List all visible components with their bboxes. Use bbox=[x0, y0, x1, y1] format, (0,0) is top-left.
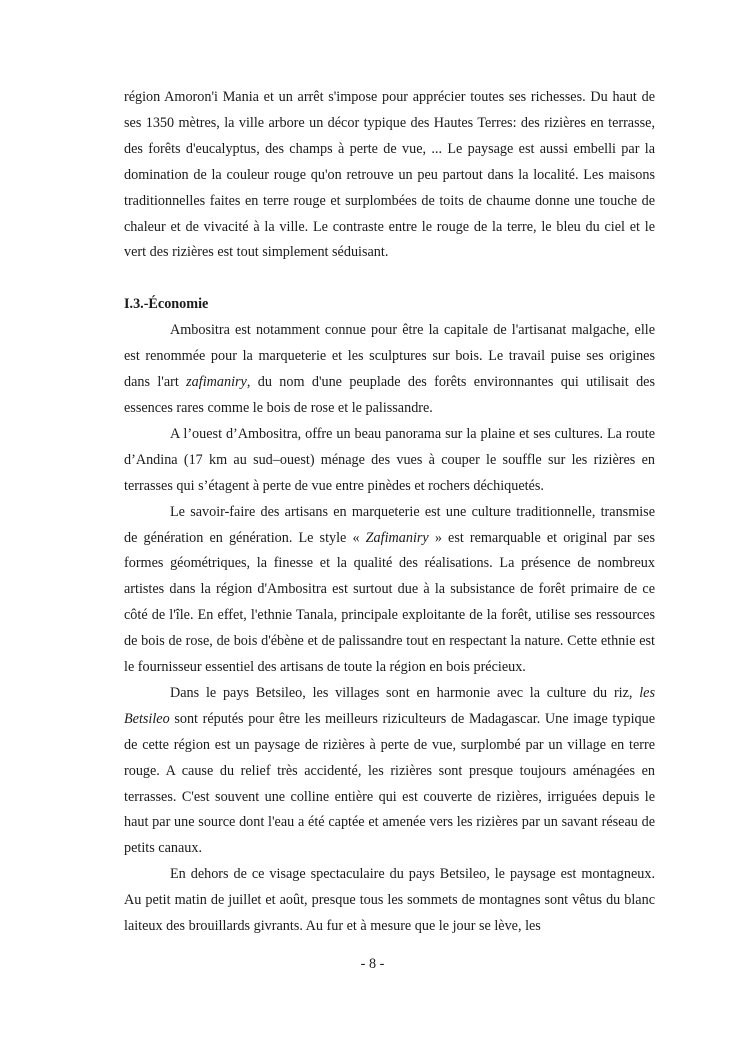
paragraph-savoir-faire bbox=[124, 500, 655, 681]
paragraph-betsileo bbox=[124, 681, 655, 862]
text-run: Ambositra est notamment connue pour être la capitale de l'artisanat malgache, elle est renommée pour la marqueterie et les sculptures sur bois. Le travail puise ses origines dans l'art bbox=[124, 322, 655, 391]
paragraph-artisanat bbox=[124, 318, 655, 422]
paragraph-paysage: En dehors de ce visage spectaculaire du pays Betsileo, le paysage est montagneux. Au petit matin de juillet et août, presque tous les sommets de montagnes sont vêtus du blanc laiteux des brouillards givrants. Au fur et à mesure que le jour se lève, les bbox=[124, 866, 655, 935]
page-body bbox=[124, 85, 655, 940]
spacer bbox=[124, 266, 655, 292]
text-run: » est remarquable et original par ses formes géométriques, la finesse et la qualité des réalisations. La présence de nombreux artistes dans la région d'Ambositra est surtout due à la subsistance de forêt primaire de ce côté de l'île. En effet, l'ethnie Tanala, principale exploitante de la forêt, utilise ses ressources de bois de rose, de bois d'ébène et de palissandre tout en respectant la nature. Cette ethnie est le fournisseur essentiel des artisans de toute la région en bois précieux. bbox=[124, 529, 656, 676]
text-run: , du nom d'une peuplade des forêts environnantes qui utilisait des essences rares comme le bois de rose et le palissandre. bbox=[124, 374, 655, 416]
section-heading: I.3.-Économie bbox=[124, 296, 209, 313]
text-run: Le savoir-faire des artisans en marqueterie est une culture traditionnelle, transmise de génération en génération. Le style « bbox=[124, 503, 655, 546]
italic-term: zafimaniry bbox=[186, 374, 247, 391]
text-run: Dans le pays Betsileo, les villages sont en harmonie avec la culture du riz, bbox=[170, 684, 640, 701]
paragraph-intro: région Amoron'i Mania et un arrêt s'impose pour apprécier toutes ses richesses. Du haut de ses 1350 mètres, la ville arbore un décor typique des Hautes Terres: des rizières en terrasse, des forêts d'eucalyptus, des champs à perte de vue, ... Le paysage est aussi embelli par la domination de la couleur rouge qu'on retrouve un peu partout dans la localité. Les maisons traditionnelles faites en terre rouge et surplombées de toits de chaume donne une touche de chaleur et de vivacité à la ville. Le contraste entre le rouge de la terre, le bleu du ciel et le vert des rizières est tout simplement séduisant. bbox=[124, 89, 655, 261]
italic-term: les Betsileo bbox=[124, 684, 655, 727]
italic-term: Zafimaniry bbox=[365, 529, 429, 546]
page-number: - 8 - bbox=[360, 956, 385, 972]
paragraph-panorama: A l’ouest d’Ambositra, offre un beau panorama sur la plaine et ses cultures. La route d’Andina (17 km au sud–ouest) ménage des vues à couper le souffle sur les rizières en terrasses qui s’étagent à perte de vue entre pinèdes et rochers déchiquetés. bbox=[124, 425, 655, 494]
text-run: sont réputés pour être les meilleurs riziculteurs de Madagascar. Une image typique de cette région est un paysage de rizières à perte de vue, surplombé par un village en terre rouge. A cause du relief très accidenté, les rizières sont presque toujours aménagées en terrasses. C'est souvent une colline entière qui est couverte de rizières, irriguées depuis le haut par une source dont l'eau a été captée et amenée vers les rizières par un savant réseau de petits canaux. bbox=[124, 710, 655, 857]
